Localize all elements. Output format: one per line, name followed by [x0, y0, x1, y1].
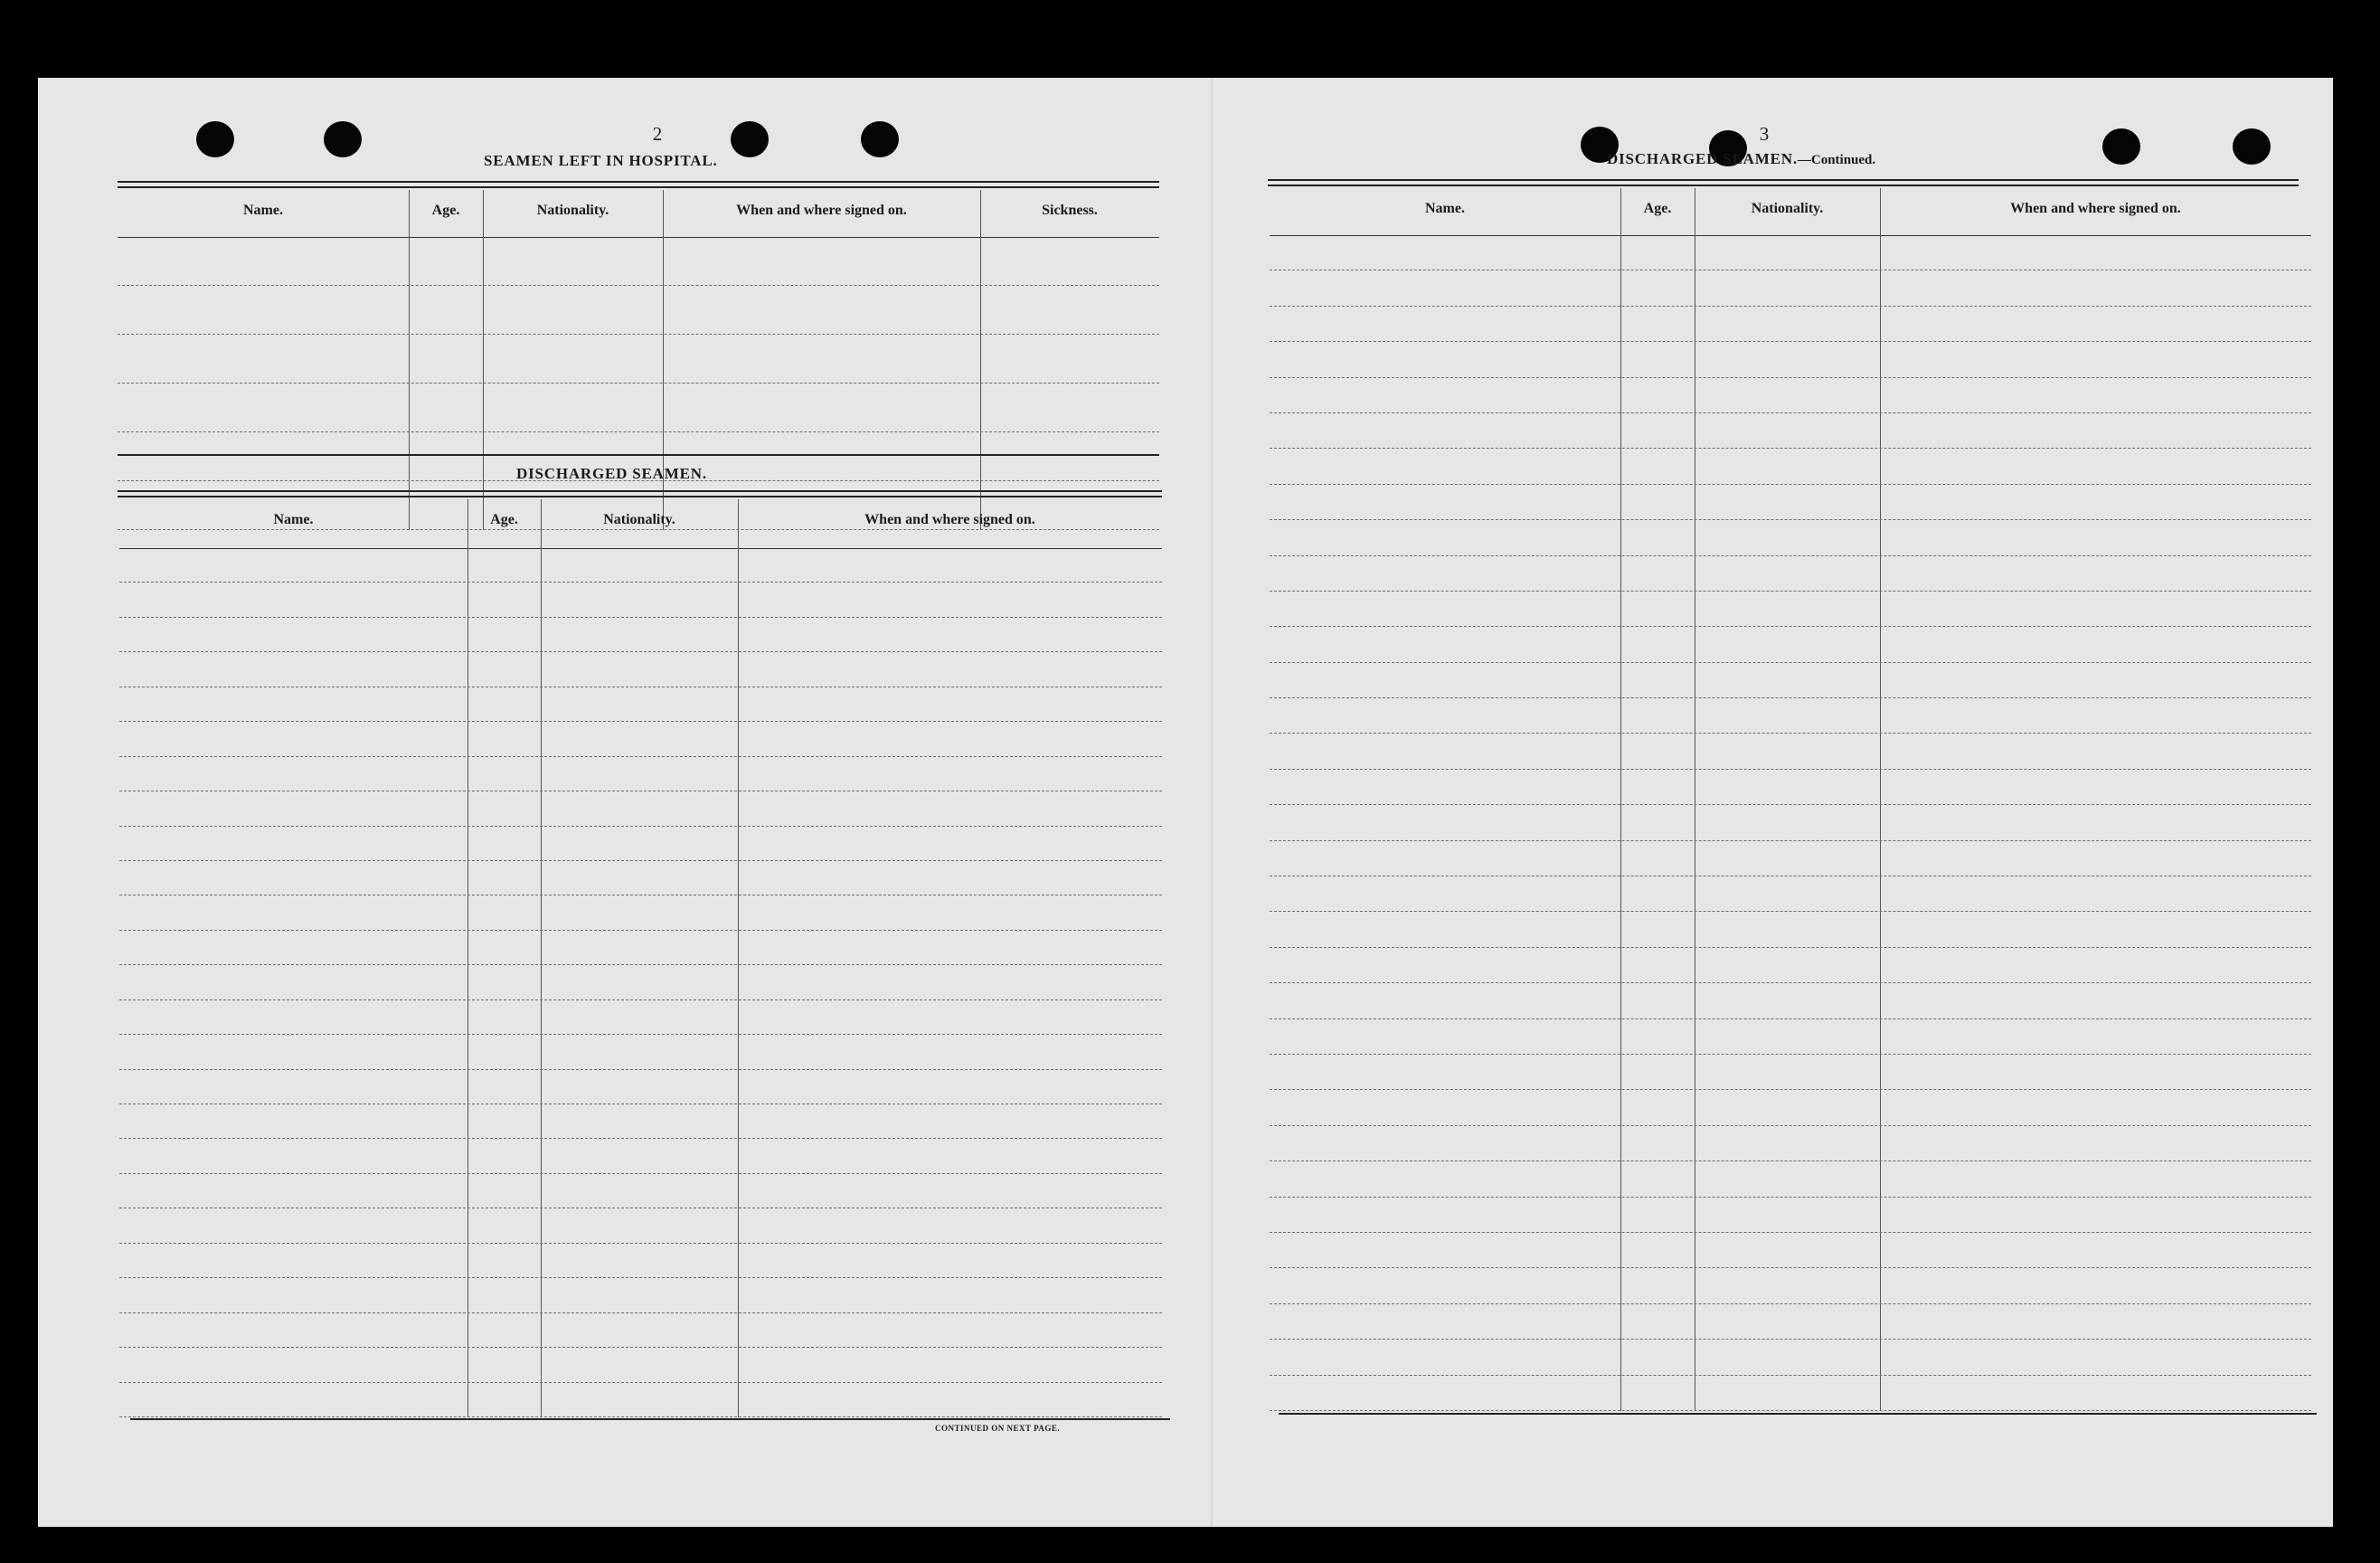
continued-section-title: [1607, 150, 1875, 168]
table-row: [1270, 663, 2311, 698]
continued-note: CONTINUED ON NEXT PAGE.: [935, 1424, 1061, 1433]
table-row: [1270, 485, 2311, 520]
table-row: [1270, 983, 2311, 1018]
table-row: [1270, 1268, 2311, 1303]
table-row: [118, 286, 1159, 335]
table-row: [118, 384, 1159, 432]
table-row: [119, 618, 1162, 652]
hospital-top-rule: [118, 181, 1159, 188]
column-header: Name.: [243, 203, 283, 218]
table-row: [119, 827, 1162, 861]
column-header: Age.: [1643, 201, 1672, 216]
column-header: Name.: [273, 512, 314, 527]
page-number-right: 3: [1759, 123, 1770, 145]
table-row: [119, 1070, 1162, 1104]
column-header: When and where signed on.: [736, 203, 907, 218]
table-rows: [119, 548, 1162, 1417]
table-row: [1270, 378, 2311, 413]
table-row: [1270, 876, 2311, 912]
table-row: [119, 1278, 1162, 1312]
table-row: [119, 1174, 1162, 1208]
table-row: [1270, 1304, 2311, 1340]
table-rows: [1270, 235, 2311, 1411]
punch-hole: [2102, 128, 2140, 165]
table-row: [1270, 1376, 2311, 1411]
table-row: [119, 548, 1162, 583]
table-row: [1270, 592, 2311, 627]
table-row: [1270, 1126, 2311, 1161]
discharged-table: [119, 499, 1162, 1417]
column-header: Nationality.: [1751, 201, 1824, 216]
hospital-section-title: SEAMEN LEFT IN HOSPITAL.: [484, 152, 718, 169]
table-row: [1270, 413, 2311, 449]
table-row: [119, 583, 1162, 617]
table-row: [1270, 307, 2311, 342]
table-row: [1270, 449, 2311, 484]
table-row: [1270, 948, 2311, 983]
table-row: [1270, 1055, 2311, 1090]
table-row: [1270, 520, 2311, 555]
table-row: [1270, 556, 2311, 592]
table-row: [119, 757, 1162, 791]
table-row: [119, 1383, 1162, 1417]
table-row: [1270, 734, 2311, 769]
punch-hole: [196, 121, 234, 157]
left-bottom-rule: [130, 1418, 1170, 1420]
ledger-sheet: [38, 78, 2333, 1527]
table-header: [118, 190, 1159, 238]
table-row: [1270, 1090, 2311, 1125]
table-row: [119, 931, 1162, 965]
right-bottom-rule: [1279, 1413, 2317, 1415]
table-row: [1270, 770, 2311, 805]
punch-hole: [731, 121, 769, 157]
table-row: [1270, 1198, 2311, 1233]
continued-title-suffix: —Continued.: [1797, 153, 1876, 167]
discharged-top-rule: [118, 490, 1162, 497]
table-row: [119, 791, 1162, 826]
table-row: [119, 1208, 1162, 1243]
discharged-section-title: DISCHARGED SEAMEN.: [516, 465, 707, 482]
continued-title-main: DISCHARGED SEAMEN.: [1607, 150, 1798, 167]
table-row: [118, 335, 1159, 384]
column-header: Sickness.: [1042, 203, 1098, 218]
table-header: [119, 499, 1162, 549]
table-row: [1270, 1340, 2311, 1375]
table-row: [119, 687, 1162, 722]
hospital-bottom-rule: [118, 454, 1159, 456]
page-fold: [1211, 78, 1213, 1527]
table-row: [119, 1244, 1162, 1278]
column-header: Name.: [1425, 201, 1465, 216]
table-row: [1270, 805, 2311, 840]
punch-hole: [324, 121, 362, 157]
table-row: [119, 861, 1162, 895]
table-row: [1270, 1161, 2311, 1197]
table-row: [1270, 912, 2311, 947]
table-row: [1270, 698, 2311, 734]
table-row: [119, 1035, 1162, 1069]
punch-hole: [861, 121, 899, 157]
column-header: Age.: [490, 512, 518, 527]
table-row: [1270, 235, 2311, 270]
table-row: [1270, 627, 2311, 662]
table-row: [119, 1104, 1162, 1139]
column-header: When and where signed on.: [2010, 201, 2181, 216]
table-row: [119, 1313, 1162, 1348]
right-top-rule: [1268, 179, 2299, 186]
table-row: [119, 965, 1162, 999]
column-header: When and where signed on.: [864, 512, 1035, 527]
table-row: [119, 652, 1162, 687]
table-row: [1270, 1233, 2311, 1268]
column-header: Nationality.: [603, 512, 675, 527]
table-row: [1270, 841, 2311, 876]
table-rows: [118, 237, 1159, 530]
table-header: [1270, 188, 2311, 236]
table-row: [119, 1348, 1162, 1382]
column-header: Nationality.: [536, 203, 609, 218]
punch-hole: [2233, 128, 2271, 165]
table-row: [119, 1139, 1162, 1173]
continued-table: [1270, 188, 2311, 1411]
table-row: [119, 1000, 1162, 1035]
table-row: [1270, 270, 2311, 306]
table-row: [1270, 1019, 2311, 1055]
column-header: Age.: [431, 203, 460, 218]
table-row: [119, 895, 1162, 930]
page-number-left: 2: [652, 123, 663, 145]
table-row: [1270, 342, 2311, 377]
table-row: [118, 237, 1159, 286]
table-row: [119, 722, 1162, 756]
